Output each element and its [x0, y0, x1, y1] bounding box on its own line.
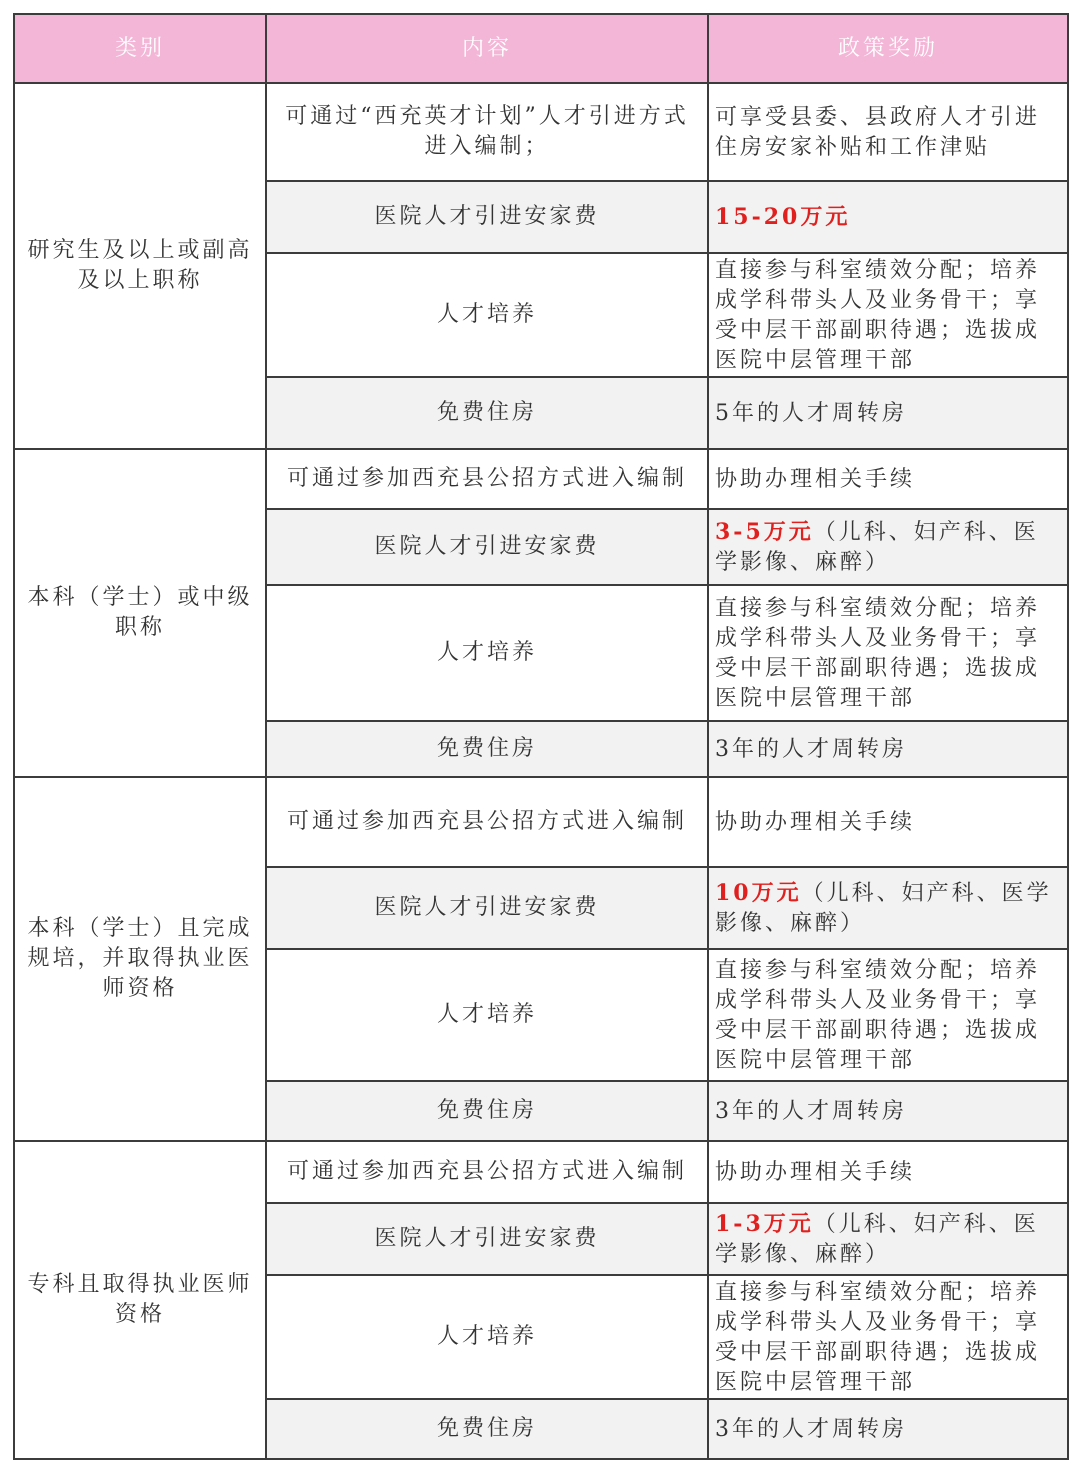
content-cell: 免费住房 — [266, 1399, 708, 1459]
reward-cell — [708, 867, 1068, 949]
content-cell: 医院人才引进安家费 — [266, 509, 708, 585]
reward-cell — [708, 83, 1068, 181]
table-row — [14, 1141, 1068, 1203]
header-category: 类别 — [14, 14, 266, 83]
reward-cell — [708, 1275, 1068, 1399]
reward-cell — [708, 585, 1068, 721]
category-cell: 本科（学士）且完成规培，并取得执业医师资格 — [14, 777, 266, 1141]
header-reward: 政策奖励 — [708, 14, 1068, 83]
reward-text: 协助办理相关手续 — [715, 809, 916, 835]
reward-text: 3年的人才周转房 — [715, 1416, 907, 1442]
reward-cell — [708, 1203, 1068, 1275]
content-cell: 可通过参加西充县公招方式进入编制 — [266, 449, 708, 509]
reward-text: 协助办理相关手续 — [715, 466, 916, 492]
reward-text: （儿科、妇产科、医学影像、麻醉） — [715, 880, 1052, 936]
reward-cell — [708, 777, 1068, 867]
reward-text: 直接参与科室绩效分配；培养成学科带头人及业务骨干；享受中层干部副职待遇；选拔成医院中层管理干部 — [715, 595, 1041, 711]
reward-highlight: 3-5万元 — [715, 518, 814, 545]
reward-text: 协助办理相关手续 — [715, 1159, 916, 1185]
reward-text: 直接参与科室绩效分配；培养成学科带头人及业务骨干；享受中层干部副职待遇；选拔成医院中层管理干部 — [715, 1279, 1041, 1395]
content-cell: 人才培养 — [266, 949, 708, 1081]
reward-cell — [708, 721, 1068, 777]
content-cell: 人才培养 — [266, 1275, 708, 1399]
reward-cell — [708, 509, 1068, 585]
content-cell: 人才培养 — [266, 253, 708, 377]
reward-text: 3年的人才周转房 — [715, 736, 907, 762]
reward-highlight: 10万元 — [715, 879, 802, 906]
policy-table — [13, 13, 1069, 1460]
category-cell: 专科且取得执业医师资格 — [14, 1141, 266, 1459]
reward-cell — [708, 1081, 1068, 1141]
reward-cell — [708, 1141, 1068, 1203]
header-content: 内容 — [266, 14, 708, 83]
content-cell: 医院人才引进安家费 — [266, 1203, 708, 1275]
reward-cell — [708, 449, 1068, 509]
reward-cell — [708, 377, 1068, 449]
category-cell: 研究生及以上或副高及以上职称 — [14, 83, 266, 449]
reward-highlight: 15-20万元 — [715, 203, 851, 230]
reward-text: 3年的人才周转房 — [715, 1098, 907, 1124]
content-cell: 人才培养 — [266, 585, 708, 721]
content-cell: 可通过参加西充县公招方式进入编制 — [266, 1141, 708, 1203]
reward-cell — [708, 253, 1068, 377]
reward-cell — [708, 181, 1068, 253]
reward-text: 直接参与科室绩效分配；培养成学科带头人及业务骨干；享受中层干部副职待遇；选拔成医院中层管理干部 — [715, 257, 1041, 373]
reward-text: 5年的人才周转房 — [715, 400, 907, 426]
content-cell: 医院人才引进安家费 — [266, 181, 708, 253]
reward-text: 可享受县委、县政府人才引进住房安家补贴和工作津贴 — [715, 104, 1041, 160]
content-cell: 可通过参加西充县公招方式进入编制 — [266, 777, 708, 867]
content-cell: 可通过“西充英才计划”人才引进方式进入编制； — [266, 83, 708, 181]
content-cell: 免费住房 — [266, 721, 708, 777]
header-row — [14, 14, 1068, 83]
reward-text: （儿科、妇产科、医学影像、麻醉） — [715, 1211, 1039, 1267]
table-row — [14, 449, 1068, 509]
table-row — [14, 777, 1068, 867]
category-cell: 本科（学士）或中级职称 — [14, 449, 266, 777]
content-cell: 免费住房 — [266, 1081, 708, 1141]
reward-text: 直接参与科室绩效分配；培养成学科带头人及业务骨干；享受中层干部副职待遇；选拔成医院中层管理干部 — [715, 957, 1041, 1073]
reward-cell — [708, 1399, 1068, 1459]
content-cell: 免费住房 — [266, 377, 708, 449]
table-row — [14, 83, 1068, 181]
reward-highlight: 1-3万元 — [715, 1210, 814, 1237]
reward-text: （儿科、妇产科、医学影像、麻醉） — [715, 519, 1039, 575]
reward-cell — [708, 949, 1068, 1081]
content-cell: 医院人才引进安家费 — [266, 867, 708, 949]
